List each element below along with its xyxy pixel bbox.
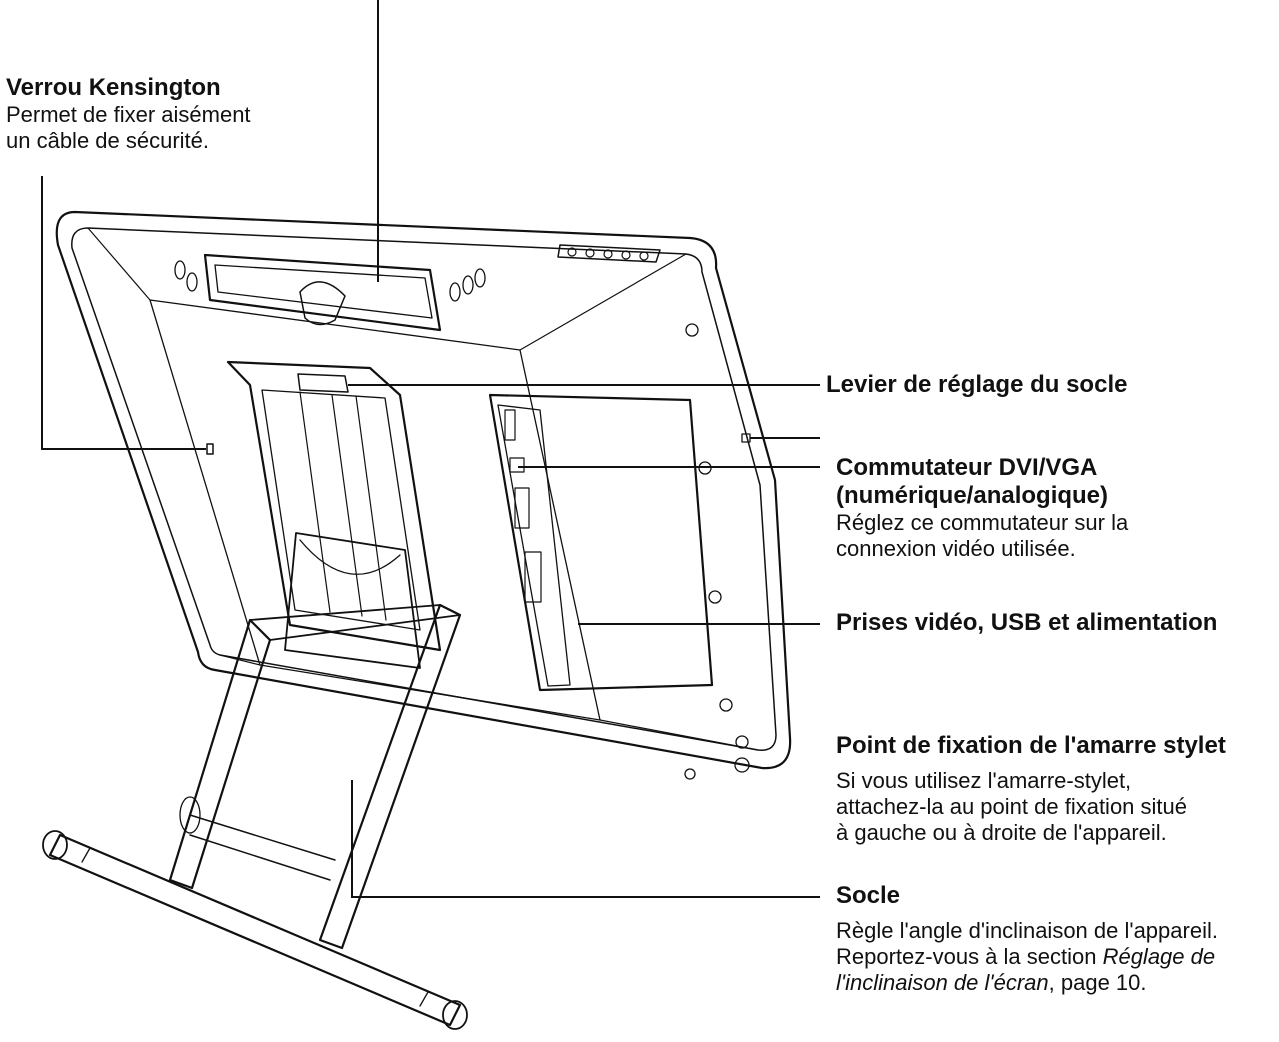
callout-stand-desc-3-italic: l'inclinaison de l'écran — [836, 970, 1049, 995]
callout-stand-title: Socle — [836, 882, 901, 909]
callout-stand-desc-2-italic: Réglage de — [1102, 944, 1216, 969]
callout-dvi-vga-title-2: (numérique/analogique) — [836, 482, 1109, 509]
kensington-slot — [207, 444, 213, 454]
tablet-back-shell — [57, 212, 790, 768]
stand-foot-bar — [50, 835, 460, 1025]
callout-stand-lever-title: Levier de réglage du socle — [826, 371, 1128, 398]
callout-stand-desc-2 — [836, 944, 1218, 970]
leader-stand — [352, 780, 820, 897]
callout-kensington-title: Verrou Kensington — [6, 74, 221, 101]
callout-stand-desc-3-suffix: , page 10. — [1048, 970, 1147, 995]
callout-tether-title: Point de fixation de l'amarre stylet — [836, 732, 1226, 759]
callout-stand-desc-2-prefix: Reportez-vous à la section — [836, 944, 1103, 969]
callout-tether-desc-1: Si vous utilisez l'amarre-stylet, — [836, 768, 1132, 793]
callout-stand-desc-3 — [836, 970, 1218, 996]
callout-stand-lever — [826, 371, 1127, 399]
callout-ports — [836, 609, 1217, 637]
callout-tether-text — [836, 732, 1226, 846]
callout-dvi-vga-desc-1: Réglez ce commutateur sur la — [836, 510, 1129, 535]
callout-tether-desc-3: à gauche ou à droite de l'appareil. — [836, 820, 1167, 845]
callout-kensington — [6, 74, 251, 154]
callout-kensington-desc-1: Permet de fixer aisément — [6, 102, 251, 127]
stand-left-leg — [170, 620, 270, 888]
callout-kensington-desc-2: un câble de sécurité. — [6, 128, 210, 153]
callout-stand — [836, 882, 1218, 996]
callout-dvi-vga-desc-2: connexion vidéo utilisée. — [836, 536, 1076, 561]
callout-ports-title: Prises vidéo, USB et alimentation — [836, 609, 1218, 636]
callout-dvi-vga-title-1: Commutateur DVI/VGA — [836, 454, 1098, 481]
callout-dvi-vga — [836, 454, 1128, 562]
connector-recess — [490, 395, 712, 690]
callout-stand-desc-1: Règle l'angle d'inclinaison de l'appareil. — [836, 918, 1218, 943]
callout-tether-desc-2: attachez-la au point de fixation situé — [836, 794, 1188, 819]
